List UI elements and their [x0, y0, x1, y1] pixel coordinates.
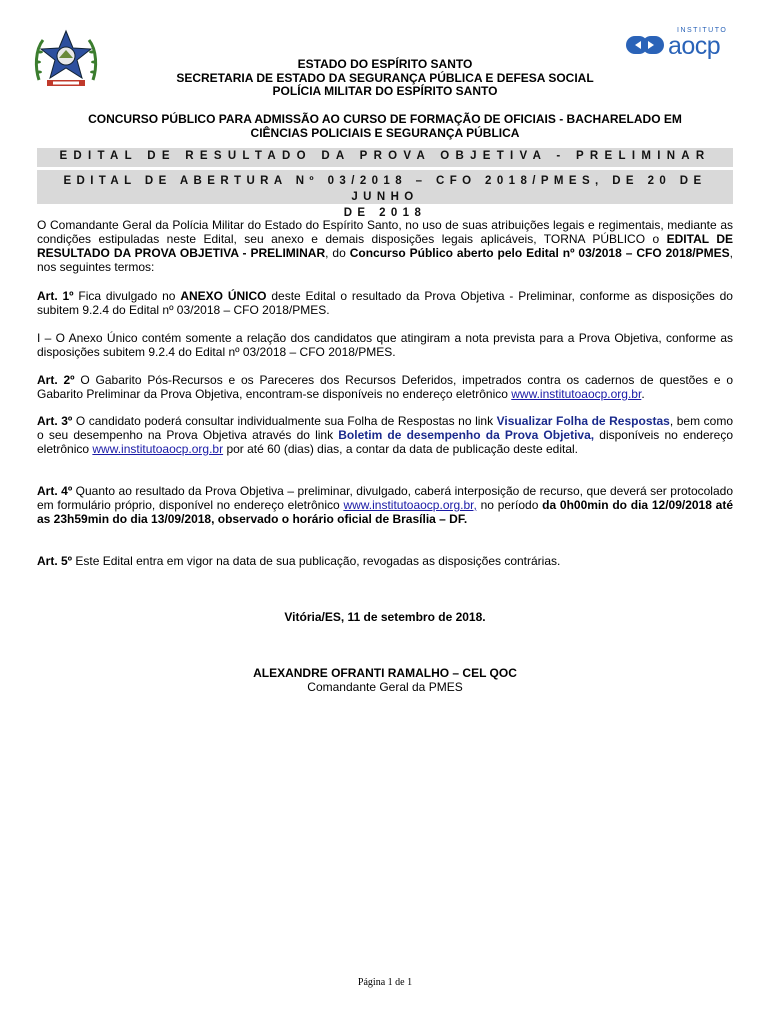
header-state: ESTADO DO ESPÍRITO SANTO	[297, 57, 473, 71]
intro-text-3: , nos seguintes termos:	[37, 246, 733, 274]
signer-name: ALEXANDRE OFRANTI RAMALHO – CEL QOC	[253, 666, 517, 680]
article-text: O candidato poderá consultar individualmente sua Folha de Respostas no link	[72, 414, 497, 428]
intro-concurso-ref: Concurso Público aberto pelo Edital nº 03/2018 – CFO 2018/PMES	[349, 246, 730, 260]
article-text-4: por até 60 (dias) dias, a contar da data de publicação deste edital.	[223, 442, 579, 456]
document-date: Vitória/ES, 11 de setembro de 2018.	[284, 610, 486, 624]
article-label: Art. 3º	[37, 414, 73, 428]
concurso-title-line2: CIÊNCIAS POLICIAIS E SEGURANÇA PÚBLICA	[250, 125, 520, 140]
edital-abertura-line2: DE 2018	[343, 207, 427, 219]
item-i	[37, 331, 733, 359]
article-1	[37, 289, 733, 317]
article-text: O Gabarito Pós-Recursos e os Pareceres dos Recursos Deferidos, impetrados contra os cadernos de questões e o Gabarito Preliminar da Prova Objetiva, encontram-se disponíveis no endereço eletrônico	[37, 373, 733, 401]
article-text-2: , bem como o seu desempenho na Prova Objetiva através do link	[37, 414, 733, 442]
article-text: Quanto ao resultado da Prova Objetiva – preliminar, divulgado, caberá interposição de recurso, que deverá ser protocolado em formulário próprio, disponível no endereço eletrônico	[37, 484, 733, 512]
institutoaocp-link[interactable]: www.institutoaocp.org.br	[511, 387, 642, 401]
article-text-2: .	[641, 387, 645, 401]
article-text: Este Edital entra em vigor na data de sua publicação, revogadas as disposições contrárias.	[72, 554, 561, 568]
edital-abertura-line1: EDITAL DE ABERTURA Nº 03/2018 – CFO 2018/PMES, DE 20 DE JUNHO	[63, 175, 707, 203]
article-4	[37, 484, 733, 526]
article-text-2: deste Edital o resultado da Prova Objetiva - Preliminar, conforme as disposições do subitem 9.2.4 do Edital nº 03/2018 – CFO 2018/PMES.	[37, 289, 733, 317]
article-text: Fica divulgado no	[73, 289, 181, 303]
header-secretariat: SECRETARIA DE ESTADO DA SEGURANÇA PÚBLICA E DEFESA SOCIAL	[176, 70, 594, 85]
edital-abertura-band	[37, 170, 733, 219]
article-text-2: no período	[476, 498, 543, 512]
institutoaocp-link[interactable]: www.institutoaocp.org.br,	[343, 498, 477, 512]
anexo-unico-text: ANEXO ÚNICO	[180, 289, 267, 303]
intro-paragraph	[37, 218, 733, 274]
concurso-title	[40, 113, 730, 140]
article-label: Art. 5º	[37, 554, 73, 568]
institutoaocp-link[interactable]: www.institutoaocp.org.br	[92, 442, 224, 456]
article-label: Art. 4º	[37, 484, 73, 498]
signer-role: Comandante Geral da PMES	[307, 680, 463, 694]
article-2	[37, 373, 733, 401]
article-text-3: disponíveis no endereço eletrônico	[37, 428, 734, 456]
edital-title-band: EDITAL DE RESULTADO DA PROVA OBJETIVA - PRELIMINAR	[37, 148, 733, 167]
visualizar-folha-link[interactable]: Visualizar Folha de Respostas	[496, 414, 670, 428]
intro-text-2: , do	[325, 246, 350, 260]
concurso-title-line1: CONCURSO PÚBLICO PARA ADMISSÃO AO CURSO DE FORMAÇÃO DE OFICIAIS - BACHARELADO EM	[88, 112, 682, 126]
logo-institute-text: INSTITUTO	[677, 27, 728, 34]
document-header	[40, 58, 730, 99]
article-label: Art. 2º	[37, 373, 75, 387]
article-label: Art. 1º	[37, 289, 74, 303]
article-5	[37, 554, 733, 568]
logo-name-text: aocp	[668, 32, 721, 60]
article-3	[37, 414, 733, 456]
header-police: POLÍCIA MILITAR DO ESPÍRITO SANTO	[272, 84, 498, 98]
boletim-desempenho-link[interactable]: Boletim de desempenho da Prova Objetiva,	[338, 428, 595, 442]
intro-text: O Comandante Geral da Polícia Militar do Estado do Espírito Santo, no uso de suas atribuições legais e regimentais, mediante as condições estipuladas neste Edital, seu anexo e demais disposições legais aplicáveis, TORNA PÚBLICO o	[37, 218, 733, 246]
intro-edital-name: EDITAL DE RESULTADO DA PROVA OBJETIVA - PRELIMINAR	[37, 232, 733, 260]
page-number: Página 1 de 1	[357, 977, 413, 988]
item-i-text: I – O Anexo Único contém somente a relação dos candidatos que atingiram a nota prevista para a Prova Objetiva, conforme as disposições subitem 9.2.4 do Edital nº 03/2018 – CFO 2018/PMES.	[37, 331, 733, 359]
appeal-period-text: da 0h00min do dia 12/09/2018 até as 23h59min do dia 13/09/2018, observado o horário oficial de Brasília – DF.	[37, 498, 734, 526]
